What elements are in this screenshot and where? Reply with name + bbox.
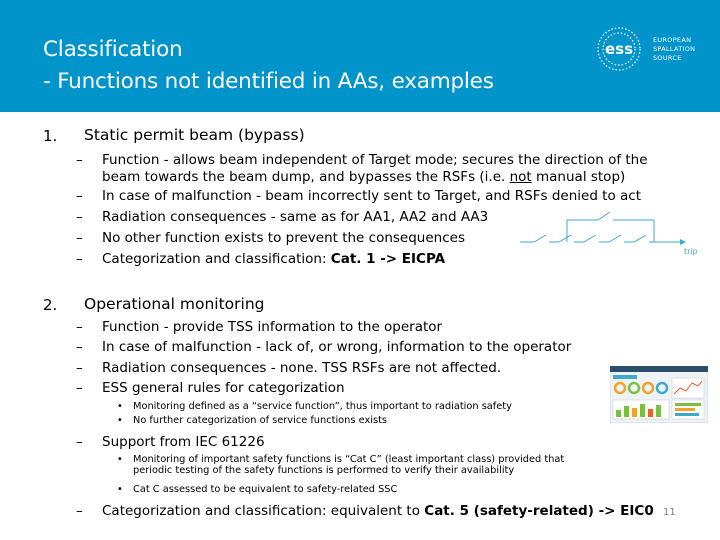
page-number: 11 [663, 507, 676, 518]
ess-logo-icon [593, 24, 651, 74]
item-text: Radiation consequences - same as for AA1, AA2 and AA3 [102, 209, 489, 225]
section-2-heading: Operational monitoring [84, 295, 265, 313]
section-2-number: 2. [43, 296, 58, 314]
item-text: ESS general rules for categorization [102, 380, 345, 396]
item-text: Function - provide TSS information to the operator [102, 319, 443, 335]
item-text: Radiation consequences - none. TSS RSFs are not affected. [102, 360, 502, 376]
logo-line-3: SOURCE [653, 54, 682, 62]
item-text-bold: Cat. 1 -> EICPA [330, 251, 446, 267]
item-text-pre: Categorization and classification: equivalent to [102, 503, 425, 519]
item-text-underlined: not [509, 169, 532, 185]
slide-title [43, 34, 583, 98]
logo-line-1: EUROPEAN [653, 36, 692, 44]
item-text-bold: Cat. 5 (safety-related) -> EIC0 [424, 503, 654, 519]
item-text: In case of malfunction - beam incorrectly sent to Target, and RSFs denied to act [102, 188, 642, 204]
header-banner [0, 0, 720, 112]
logo-text [653, 36, 695, 63]
item-text-pre: beam towards the beam dump, and bypasses the RSFs (i.e. [102, 169, 510, 185]
ess-logo [593, 24, 713, 74]
sub-bullet-text: Monitoring of important safety functions is “Cat C” (least important class) provided that [133, 454, 565, 465]
item-text: Function - allows beam independent of Target mode; secures the direction of the [102, 152, 648, 168]
title-line-2: - Functions not identified in AAs, examples [43, 69, 494, 94]
sub-bullet-text: No further categorization of service functions exists [133, 415, 388, 426]
item-text-post: manual stop) [531, 169, 626, 185]
section-1-heading: Static permit beam (bypass) [84, 126, 305, 144]
title-line-1: Classification [43, 37, 183, 62]
item-text: No other function exists to prevent the consequences [102, 230, 465, 246]
trip-label: trip [684, 247, 698, 256]
sub-bullet-text: Monitoring defined as a “service function”, thus important to radiation safety [133, 401, 512, 412]
item-text: In case of malfunction - lack of, or wrong, information to the operator [102, 339, 572, 355]
monitoring-dashboard-thumbnail [610, 366, 708, 423]
logo-line-2: SPALLATION [653, 45, 696, 53]
item-text: Support from IEC 61226 [102, 434, 265, 450]
logo-mark-text: ess [604, 40, 634, 58]
item-text-pre: Categorization and classification: [102, 251, 331, 267]
sub-bullet-text: Cat C assessed to be equivalent to safety-related SSC [133, 484, 398, 495]
sub-bullet-text: periodic testing of the safety functions is performed to verify their availability [133, 465, 515, 476]
section-1-number: 1. [43, 127, 58, 145]
trip-switch-diagram [520, 206, 720, 256]
